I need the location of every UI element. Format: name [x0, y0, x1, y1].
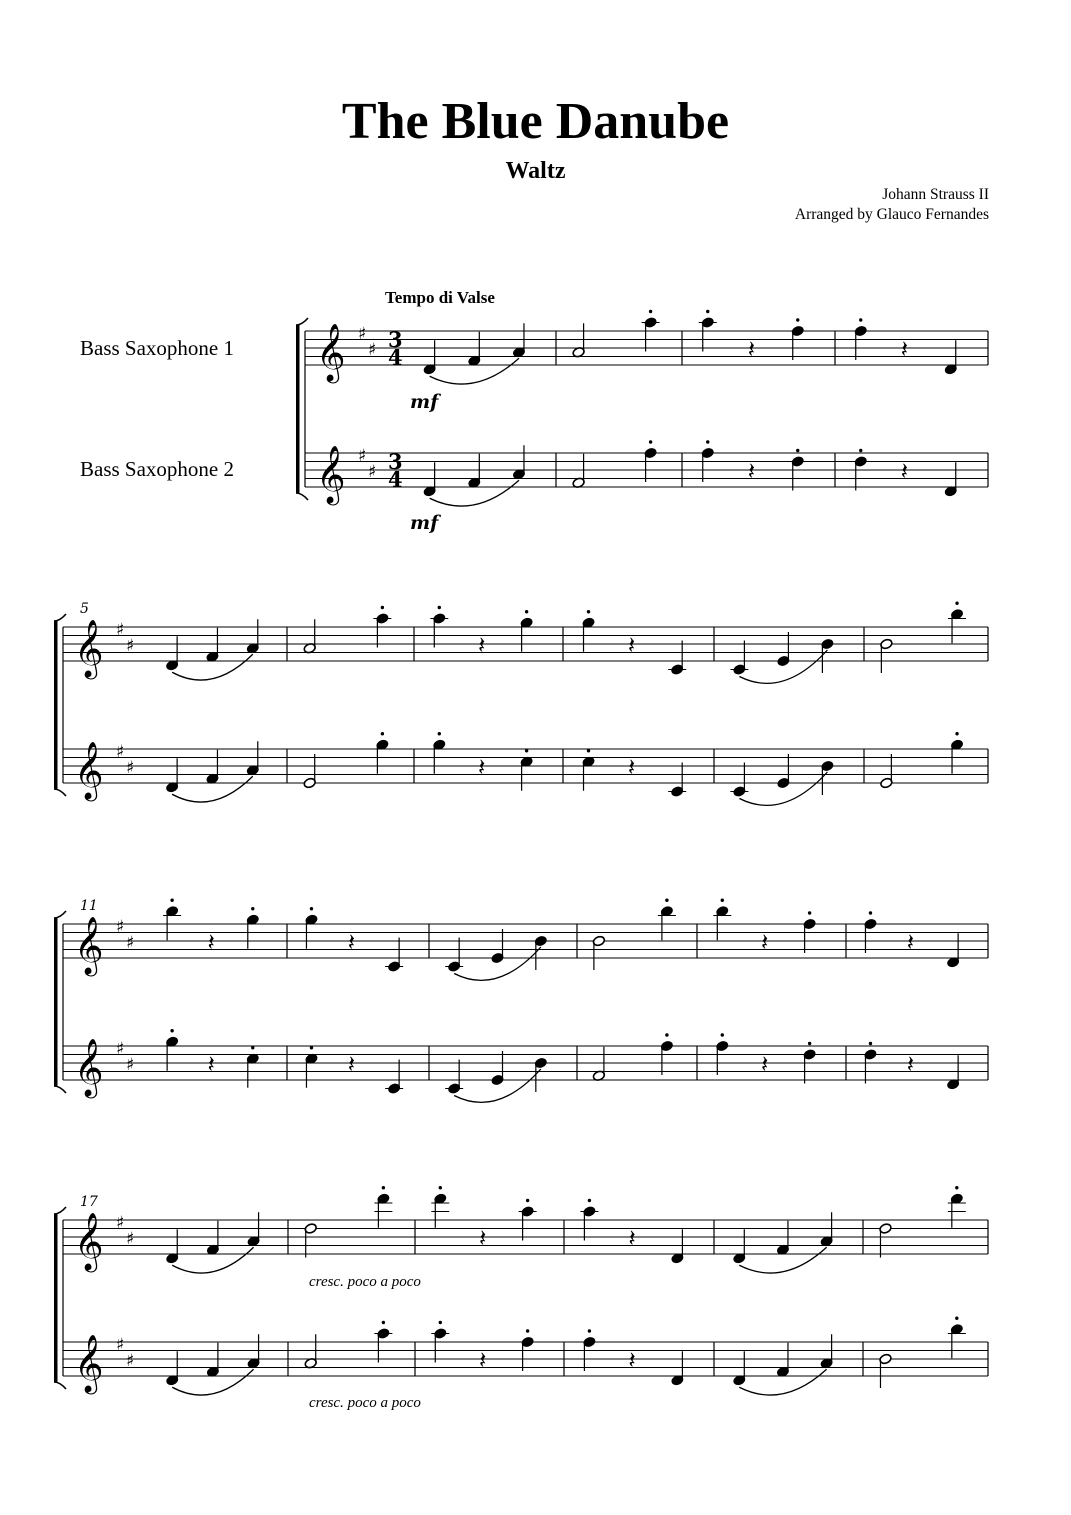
- bracket-hook-top: [296, 318, 308, 325]
- sharp-c-icon: ♯: [126, 1054, 135, 1075]
- quarter-rest-icon: 𝄽: [478, 1224, 487, 1252]
- score-layer: [54, 288, 988, 1411]
- staccato-dot: [438, 732, 441, 735]
- treble-clef-icon: 𝄞: [74, 741, 104, 799]
- staccato-dot: [525, 749, 528, 752]
- staccato-dot: [706, 310, 709, 313]
- bracket-hook-top: [54, 1207, 66, 1214]
- staccato-dot: [796, 318, 799, 321]
- quarter-rest-icon: 𝄽: [900, 457, 909, 485]
- treble-clef-icon: 𝄞: [74, 1334, 104, 1392]
- system-bracket: [54, 918, 58, 1086]
- sharp-f-icon: ♯: [358, 446, 367, 466]
- system-bracket: [54, 621, 58, 789]
- bracket-hook-bottom: [54, 789, 66, 796]
- composer-credit: Johann Strauss II: [882, 186, 989, 203]
- quarter-rest-icon: 𝄽: [747, 457, 756, 485]
- slur: [739, 772, 827, 805]
- staccato-dot: [796, 449, 799, 452]
- staccato-dot: [382, 1321, 385, 1324]
- staccato-dot: [251, 907, 254, 910]
- quarter-rest-icon: 𝄽: [627, 631, 636, 659]
- instrument-name-1: Bass Saxophone 1: [80, 336, 234, 360]
- staccato-dot: [587, 749, 590, 752]
- time-signature-denominator: 4: [388, 467, 403, 492]
- sharp-c-icon: ♯: [126, 1228, 135, 1249]
- staccato-dot: [955, 732, 958, 735]
- sharp-f-icon: ♯: [116, 1213, 125, 1233]
- treble-clef-icon: 𝄞: [74, 619, 104, 677]
- staccato-dot: [251, 1046, 254, 1049]
- quarter-rest-icon: 𝄽: [760, 928, 769, 956]
- quarter-rest-icon: 𝄽: [477, 631, 486, 659]
- sharp-c-icon: ♯: [126, 757, 135, 778]
- staccato-dot: [439, 1186, 442, 1189]
- staccato-dot: [955, 1317, 958, 1320]
- staccato-dot: [310, 907, 313, 910]
- sharp-c-icon: ♯: [126, 932, 135, 953]
- bracket-hook-bottom: [54, 1086, 66, 1093]
- staccato-dot: [381, 732, 384, 735]
- staccato-dot: [665, 1033, 668, 1036]
- bracket-hook-bottom: [296, 493, 308, 500]
- quarter-rest-icon: 𝄽: [478, 1346, 487, 1374]
- quarter-rest-icon: 𝄽: [628, 1346, 636, 1374]
- staccato-dot: [955, 602, 958, 605]
- staccato-dot: [859, 449, 862, 452]
- system-bracket: [296, 325, 300, 493]
- quarter-rest-icon: 𝄽: [747, 335, 756, 363]
- bracket-hook-top: [54, 614, 66, 621]
- quarter-rest-icon: 𝄽: [906, 928, 915, 956]
- slur: [454, 1069, 541, 1102]
- measure-number: 11: [80, 898, 98, 914]
- bracket-hook-top: [54, 911, 66, 918]
- staccato-dot: [869, 1042, 872, 1045]
- staccato-dot: [382, 1186, 385, 1189]
- staccato-dot: [588, 1199, 591, 1202]
- sharp-f-icon: ♯: [116, 742, 125, 762]
- time-signature-numerator: 3: [388, 449, 403, 474]
- quarter-rest-icon: 𝄽: [906, 1050, 915, 1078]
- staccato-dot: [587, 610, 590, 613]
- staccato-dot: [525, 610, 528, 613]
- treble-clef-icon: 𝄞: [74, 1212, 104, 1270]
- page-title: The Blue Danube: [341, 93, 730, 150]
- quarter-rest-icon: 𝄽: [477, 753, 486, 781]
- dynamic-mf: mf: [410, 391, 439, 413]
- staccato-dot: [170, 1029, 173, 1032]
- staccato-dot: [869, 911, 872, 914]
- sharp-f-icon: ♯: [116, 620, 125, 640]
- treble-clef-icon: 𝄞: [316, 445, 346, 503]
- measure-number: 17: [80, 1194, 98, 1210]
- staccato-dot: [649, 440, 652, 443]
- staccato-dot: [721, 899, 724, 902]
- quarter-rest-icon: 𝄽: [347, 1050, 356, 1078]
- slur: [739, 650, 827, 683]
- instrument-name-2: Bass Saxophone 2: [80, 457, 234, 481]
- time-signature-numerator: 3: [388, 327, 403, 352]
- sharp-c-icon: ♯: [126, 635, 135, 656]
- staccato-dot: [588, 1329, 591, 1332]
- tempo-marking: Tempo di Valse: [385, 288, 495, 307]
- staccato-dot: [721, 1033, 724, 1036]
- staccato-dot: [526, 1199, 529, 1202]
- staccato-dot: [310, 1046, 313, 1049]
- quarter-rest-icon: 𝄽: [628, 1224, 636, 1252]
- staccato-dot: [808, 911, 811, 914]
- sharp-f-icon: ♯: [116, 1335, 125, 1355]
- quarter-rest-icon: 𝄽: [347, 928, 356, 956]
- quarter-rest-icon: 𝄽: [900, 335, 909, 363]
- staccato-dot: [665, 899, 668, 902]
- staccato-dot: [859, 318, 862, 321]
- sharp-f-icon: ♯: [116, 917, 125, 937]
- sharp-c-icon: ♯: [368, 339, 377, 360]
- cresc-marking: cresc. poco a poco: [309, 1395, 421, 1411]
- treble-clef-icon: 𝄞: [74, 916, 104, 974]
- quarter-rest-icon: 𝄽: [760, 1050, 769, 1078]
- treble-clef-icon: 𝄞: [316, 323, 346, 381]
- sharp-c-icon: ♯: [368, 461, 377, 482]
- staccato-dot: [706, 440, 709, 443]
- dynamic-mf: mf: [410, 512, 439, 534]
- bracket-hook-bottom: [54, 1382, 66, 1389]
- staccato-dot: [381, 606, 384, 609]
- sharp-f-icon: ♯: [358, 324, 367, 344]
- quarter-rest-icon: 𝄽: [207, 1050, 215, 1078]
- staccato-dot: [438, 606, 441, 609]
- measure-number: 5: [80, 601, 89, 617]
- staccato-dot: [170, 899, 173, 902]
- sharp-c-icon: ♯: [126, 1350, 135, 1371]
- staccato-dot: [955, 1186, 958, 1189]
- quarter-rest-icon: 𝄽: [627, 753, 636, 781]
- treble-clef-icon: 𝄞: [74, 1038, 104, 1096]
- staccato-dot: [439, 1321, 442, 1324]
- arranger-credit: Arranged by Glauco Fernandes: [794, 206, 989, 223]
- page-subtitle: Waltz: [505, 158, 566, 184]
- sharp-f-icon: ♯: [116, 1039, 125, 1059]
- system-bracket: [54, 1214, 58, 1382]
- time-signature-denominator: 4: [388, 345, 403, 370]
- slur: [454, 947, 541, 980]
- staccato-dot: [649, 310, 652, 313]
- cresc-marking: cresc. poco a poco: [309, 1274, 421, 1290]
- staccato-dot: [526, 1329, 529, 1332]
- quarter-rest-icon: 𝄽: [207, 928, 215, 956]
- staccato-dot: [808, 1042, 811, 1045]
